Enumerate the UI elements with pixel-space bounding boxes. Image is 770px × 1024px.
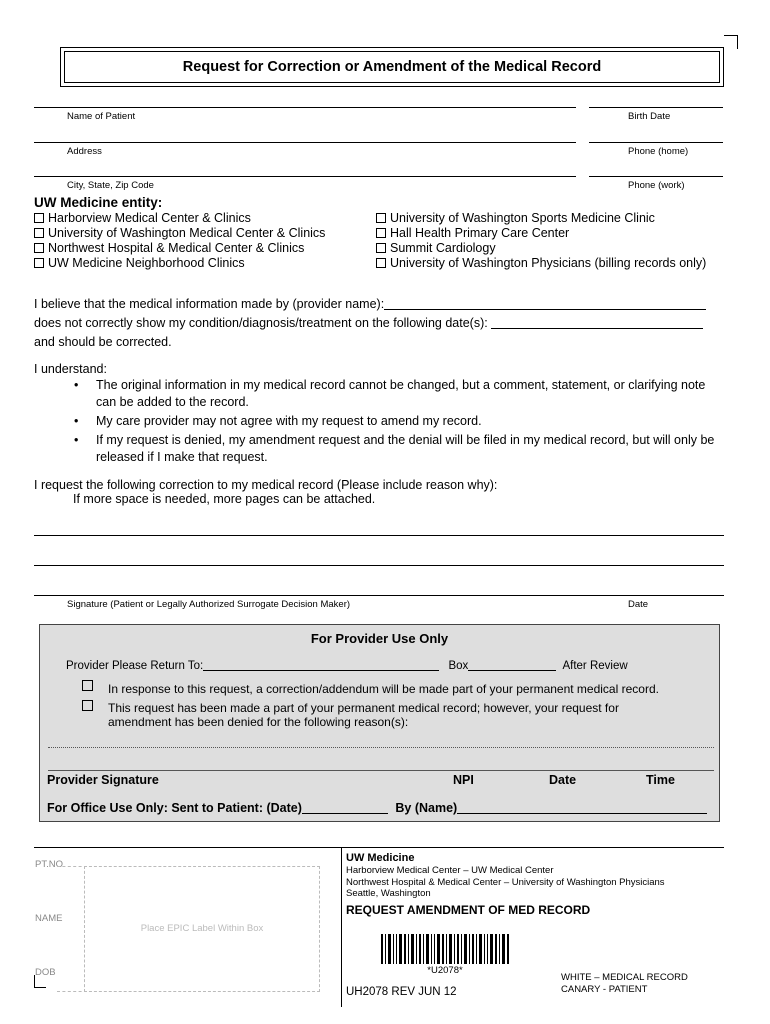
npi-label: NPI — [453, 773, 474, 787]
entity-option-hall-health[interactable]: Hall Health Primary Care Center — [376, 226, 706, 241]
understand-heading: I understand: — [34, 362, 107, 376]
entity-option-uwp[interactable]: University of Washington Physicians (billing records only) — [376, 256, 706, 271]
understand-list — [34, 377, 724, 468]
by-name-blank[interactable] — [457, 801, 707, 814]
birth-date-label: Birth Date — [628, 111, 671, 122]
entity-heading: UW Medicine entity: — [34, 195, 163, 210]
signature-line[interactable] — [34, 595, 724, 596]
list-item: • If my request is denied, my amendment request and the denial will be filed in my medical record, but will only be released if I make that request. — [34, 432, 724, 466]
footer-line-3: Seattle, Washington — [346, 888, 431, 899]
label-region-top-border — [57, 866, 87, 867]
list-item: • The original information in my medical record cannot be changed, but a comment, statement, or clarifying note can be added to the record. — [34, 377, 724, 411]
barcode — [381, 934, 509, 964]
epic-label-box[interactable] — [84, 866, 320, 992]
page-title: Request for Correction or Amendment of the Medical Record — [182, 59, 602, 75]
checkbox[interactable] — [376, 228, 386, 238]
box-blank[interactable] — [468, 658, 556, 671]
checkbox[interactable] — [34, 258, 44, 268]
vertical-divider — [341, 847, 342, 1007]
patient-name-line[interactable] — [34, 107, 576, 108]
phone-home-label: Phone (home) — [628, 146, 689, 157]
correction-line-1[interactable] — [34, 535, 724, 536]
address-line[interactable] — [34, 142, 576, 143]
birth-date-line[interactable] — [589, 107, 723, 108]
entity-option-harborview[interactable]: Harborview Medical Center & Clinics — [34, 211, 325, 226]
belief-line-3: and should be corrected. — [34, 335, 172, 349]
name-of-patient-label: Name of Patient — [67, 111, 136, 122]
city-state-zip-label: City, State, Zip Code — [67, 180, 154, 191]
checkbox[interactable] — [34, 213, 44, 223]
form-title: REQUEST AMENDMENT OF MED RECORD — [346, 903, 591, 917]
entity-left-list — [34, 211, 325, 271]
footer-line-1: Harborview Medical Center – UW Medical Center — [346, 865, 554, 876]
copy-white: WHITE – MEDICAL RECORD — [561, 972, 688, 983]
label-region-bottom-border — [57, 991, 87, 992]
correction-line-2[interactable] — [34, 565, 724, 566]
entity-option-summit[interactable]: Summit Cardiology — [376, 241, 706, 256]
provider-signature-line[interactable] — [48, 770, 714, 771]
corner-mark-top-right — [724, 35, 738, 49]
entity-option-neighborhood[interactable]: UW Medicine Neighborhood Clinics — [34, 256, 325, 271]
checkbox[interactable] — [82, 700, 93, 711]
dob-label: DOB — [35, 967, 56, 978]
checkbox[interactable] — [376, 243, 386, 253]
provider-return-row: Provider Please Return To: Box After Review — [66, 660, 628, 672]
bottom-divider — [34, 847, 724, 848]
entity-option-northwest[interactable]: Northwest Hospital & Medical Center & Clinics — [34, 241, 325, 256]
office-use-row: For Office Use Only: Sent to Patient: (Date) By (Name) — [47, 801, 707, 815]
footer-org: UW Medicine — [346, 852, 415, 864]
provider-section: For Provider Use Only Provider Please Return To: Box After Review In response to this request, a correction/addendum will be made part of your permanent medical record. This request has been made a part of your permanent medical record; however, your request for amendment has been denied for the following reason(s): Provider Signature NPI Date Time For Office Use Only: Sent to Patient: (Date) By (Name) — [39, 624, 720, 822]
pt-no-label: PT.NO — [35, 859, 63, 870]
entity-option-uwmc[interactable]: University of Washington Medical Center & Clinics — [34, 226, 325, 241]
provider-date-label: Date — [549, 773, 577, 787]
checkbox[interactable] — [376, 213, 386, 223]
signature-label: Signature (Patient or Legally Authorized Surrogate Decision Maker) — [67, 599, 351, 610]
form-number: UH2078 REV JUN 12 — [346, 986, 457, 998]
reason-line[interactable] — [48, 747, 714, 748]
checkbox[interactable] — [34, 228, 44, 238]
dates-blank[interactable] — [491, 316, 703, 329]
entity-right-list — [376, 211, 706, 271]
request-line-1: I request the following correction to my medical record (Please include reason why): — [34, 478, 498, 492]
phone-work-label: Phone (work) — [628, 180, 685, 191]
phone-work-line[interactable] — [589, 176, 723, 177]
entity-option-sports-medicine[interactable]: University of Washington Sports Medicine Clinic — [376, 211, 706, 226]
provider-title: For Provider Use Only — [310, 631, 449, 646]
sent-date-blank[interactable] — [302, 801, 388, 814]
belief-line-2: does not correctly show my condition/diagnosis/treatment on the following date(s): — [34, 316, 703, 330]
city-state-zip-line[interactable] — [34, 176, 576, 177]
list-item: • My care provider may not agree with my request to amend my record. — [34, 413, 724, 430]
address-label: Address — [67, 146, 102, 157]
corner-mark-bottom-left — [34, 975, 46, 988]
return-to-blank[interactable] — [203, 658, 439, 671]
copy-canary: CANARY - PATIENT — [561, 984, 648, 995]
title-box — [60, 47, 724, 87]
provider-signature-label: Provider Signature — [47, 773, 159, 787]
provider-time-label: Time — [646, 773, 675, 787]
belief-line-1: I believe that the medical information made by (provider name): — [34, 297, 706, 311]
provider-name-blank[interactable] — [384, 297, 706, 310]
barcode-text: *U2078* — [427, 965, 463, 976]
name-label: NAME — [35, 913, 63, 924]
epic-label-placeholder: Place EPIC Label Within Box — [140, 923, 264, 934]
footer-line-2: Northwest Hospital & Medical Center – University of Washington Physicians — [346, 877, 665, 888]
request-line-2: If more space is needed, more pages can be attached. — [73, 492, 376, 506]
checkbox[interactable] — [82, 680, 93, 691]
checkbox[interactable] — [34, 243, 44, 253]
phone-home-line[interactable] — [589, 142, 723, 143]
signature-date-label: Date — [628, 599, 649, 610]
checkbox[interactable] — [376, 258, 386, 268]
